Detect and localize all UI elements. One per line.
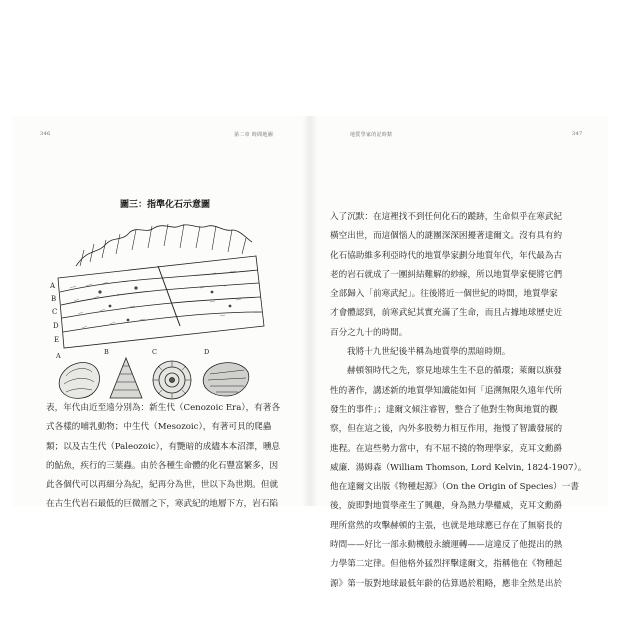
text-line: 在古生代岩石最低的巨微層之下，寒武紀的地層下方，岩石陷: [46, 499, 279, 510]
figure-title: 圖三：指準化石示意圖: [120, 200, 211, 210]
left-body-text: [46, 399, 280, 515]
fossil-label-b: B: [104, 348, 109, 356]
page-number: 347: [572, 131, 583, 137]
fossil-row: [55, 348, 249, 399]
text-line: 他在達爾文出版《物種起源》（On the Origin of Species）一書: [330, 482, 579, 493]
text-line: 化石協助維多利亞時代的地質學家劃分地質年代，年代最為古: [330, 250, 563, 261]
text-line: 我將十九世紀後半稱為地質學的黑暗時期。: [347, 347, 511, 358]
text-line: 源》第一版對地球最低年齡的估算過於粗略，應非全然是出於: [330, 578, 563, 589]
gastropod-fossil-icon: [110, 358, 142, 398]
fossil-label-d: D: [204, 348, 210, 356]
running-head: 地質學家的記時錶: [350, 132, 393, 138]
left-page: [12, 116, 311, 510]
text-line: 性的著作，講述新的地質學知識能如何「追溯無限久遠年代所: [330, 385, 563, 396]
text-line: 威廉．湯姆森（William Thomson, Lord Kelvin, 1824-1907）。: [330, 462, 587, 473]
text-line: 時間——好比一部永動機般永續運轉——這違反了他提出的熱: [330, 540, 563, 551]
text-line: 表，年代由近至遠分別為：新生代（Cenozoic Era），有著各: [46, 403, 281, 413]
text-line: 此各個代可以再細分為紀，紀再分為世，世以下為世期。但就: [46, 480, 279, 491]
stratum-label-b: B: [51, 295, 57, 303]
book-gutter-shadow: [302, 116, 318, 506]
oyster-fossil-icon: [59, 363, 99, 399]
text-line: 進程。在這些勢力當中，有不屈不撓的物理學家，克耳文勳爵: [330, 443, 563, 454]
stratum-label-a: A: [50, 282, 56, 290]
text-line: 老的岩石就成了一團糾結難解的紗線，所以地質學家便將它們: [330, 269, 563, 280]
stratum-label-c: C: [52, 308, 58, 316]
text-line: 式各樣的哺乳動物；中生代（Mesozoic），有著可貝的爬蟲: [46, 422, 272, 433]
fossil-label-c: C: [152, 348, 157, 356]
text-line: 類；以及古生代（Paleozoic），有艷暗的成燼本本沼澤，曛息: [46, 441, 281, 452]
stratum-label-e: E: [54, 336, 60, 344]
text-line: 橫空出世，而這個惱人的謎團深深困擾著達爾文。沒有具有約: [330, 231, 563, 242]
text-line: 力學第二定律。但他格外猛烈抨擊達爾文，指稱他在《物種起: [330, 559, 563, 570]
right-page: [310, 116, 608, 589]
text-line: 發生的事件」；達爾文傾注睿智，整合了他對生物與地質的觀: [330, 404, 558, 415]
page-number: 346: [40, 131, 51, 137]
stratum-label-d: D: [53, 322, 59, 330]
strata-diagram: [58, 224, 264, 348]
text-line: 理所當然的攻擊赫頓的主張，也就是地球應已存在了無窮長的: [330, 520, 563, 531]
right-body-text: [330, 208, 586, 594]
fossil-label-a: A: [56, 352, 61, 360]
text-line: 赫頓領時代之先，察見地球生生不息的循環；萊爾以旗發: [347, 366, 562, 377]
text-line: 百分之九十的時間。: [330, 327, 408, 338]
running-head: 第二章 時間地圖: [234, 132, 273, 138]
text-line: 全部歸入「前寒武紀」。往後將近一個世紀的時間，地質學家: [330, 289, 558, 300]
brachiopod-fossil-icon: [203, 363, 249, 396]
text-line: 後，旋即對地質學產生了興趣，身為熱力學權威，克耳文勳爵: [330, 501, 563, 512]
block-outline: [58, 256, 264, 348]
fault-line: [158, 266, 180, 326]
ammonite-fossil-icon: [153, 361, 191, 399]
text-line: 的鮎魚，疾行的三葉蟲。由於各種生命體的化石豐富繁多，因: [46, 460, 279, 471]
text-line: 才會體認到，前寒武紀其實充滿了生命，而且占據地球歷史近: [330, 308, 563, 319]
book-spread: [12, 116, 608, 589]
text-line: 察，但在這之後，內外多股勢力相互作用，拖慢了智識發展的: [330, 424, 563, 435]
text-line: 入了沉默：在這裡找不到任何化石的蹤跡，生命似乎在寒武紀: [330, 212, 563, 222]
